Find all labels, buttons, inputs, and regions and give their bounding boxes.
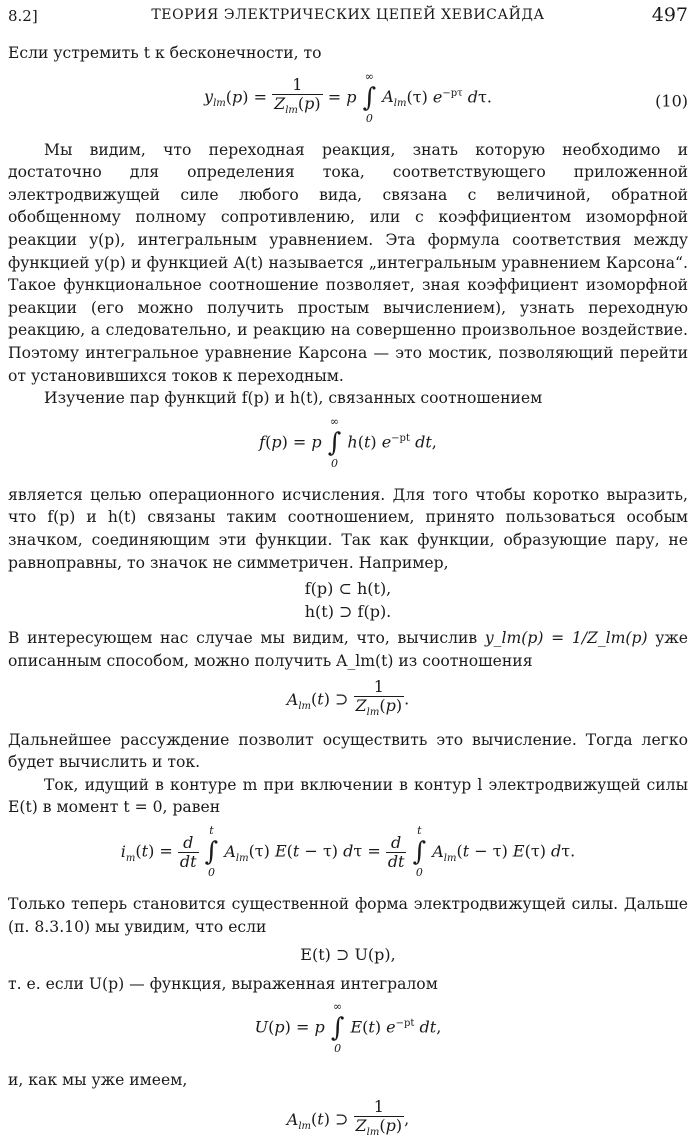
running-title: ТЕОРИЯ ЭЛЕКТРИЧЕСКИХ ЦЕПЕЙ ХЕВИСАЙДА [151, 7, 545, 23]
section-mark: 8.2] [8, 7, 38, 25]
equation-number: (10) [655, 91, 688, 111]
text-paragraph: Если устремить t к бесконечности, то [8, 44, 322, 62]
equation-Up: U(p) = p ∞ ∫ 0 E(t) $e^{-pt}$ dt, [254, 1000, 442, 1056]
text-paragraph: Мы видим, что переходная реакция, знать которую необходимо и достаточно для определения тока, соответствующего приложенной электродвижущей силе любого вида, связана с величиной, обратной обобщенному полному сопротивлению, или с коэффициентом изоморфной реакции y(p), интегральным уравнением. Эта формула соответствия между функцией y(p) и функцией A(t) называется „интегральным уравнением Карсона“. Такое функциональное соотношение позволяет, зная коэффициент изоморфной реакции (его можно получить простым вычислением), узнать переходную реакцию, а следовательно, и реакцию на совершенно произвольное воздействие. Поэтому интегральное уравнение Карсона — это мостик, позволяющий перейти от установившихся токов к переходным. [8, 140, 688, 385]
text-paragraph [8, 627, 688, 672]
equation-pair-line-1: f(p) ⊂ h(t), [304, 579, 392, 599]
page-body [8, 42, 688, 1148]
equation-fp: f(p) = p ∞ ∫ 0 h(t) $e^{-pt}$ dt, [259, 414, 437, 470]
page-number: 497 [651, 4, 688, 26]
text-paragraph: Только теперь становится существенной форма электродвижущей силы. Дальше (п. 8.3.10) мы увидим, что если [8, 895, 688, 936]
text-paragraph: Дальнейшее рассуждение позволит осуществить это вычисление. Тогда легко будет вычислить и ток. [8, 730, 688, 772]
equation-alm-2: $A_{lm}(t)$ ⊃ $\frac{1}{Z_{lm}(p)}$ , [8, 1098, 688, 1142]
equation-EU: E(t) ⊃ U(p), [300, 945, 396, 965]
text-paragraph: т. е. если U(p) — функция, выраженная интегралом [8, 974, 438, 993]
equation-im: $i_m(t)$ = $\frac{d}{dt}$ t ∫ 0 $A_{lm}(\tau) E(t - \tau) d\tau$ = $\frac{d}{dt}$ t ∫ 0 $A_{lm}(t - \tau)$ E(τ) dτ. [120, 824, 576, 880]
inline-equation: y_lm(p) = 1/Z_lm(p) [484, 629, 648, 648]
text-fragment: В интересующем нас случае мы видим, что, вычислив [8, 629, 478, 648]
text-fragment: уже описанным способом, можно получить A_lm(t) из соотношения [8, 629, 688, 670]
text-paragraph: и, как мы уже имеем, [8, 1071, 188, 1090]
text-paragraph: является целью операционного исчисления. Для того чтобы коротко выразить, что f(p) и h(t) связаны таким соотношением, принято пользоваться особым значком, соединяющим эти функции. Так как функции, образующие пару, не равноправны, то значок не симметричен. Например, [8, 485, 688, 572]
text-paragraph: Изучение пар функций f(p) и h(t), связанных соотношением [44, 389, 543, 408]
equation-pair [8, 578, 688, 623]
text-paragraph: Ток, идущий в контуре m при включении в контур l электродвижущей силы E(t) в момент t = 0, равен [8, 775, 688, 817]
equation-pair-line-2: h(t) ⊃ f(p). [304, 601, 392, 621]
page-header [8, 4, 688, 28]
equation-10: $y_{lm}(p)$ = $\frac{1}{Z_{lm}(p)}$ = p ∞ ∫ 0 $A_{lm}(\tau)$ $e^{-p\tau}$ dτ. (10) [204, 69, 688, 125]
equation-alm-1: $A_{lm}(t)$ ⊃ $\frac{1}{Z_{lm}(p)}$ . [8, 678, 688, 722]
